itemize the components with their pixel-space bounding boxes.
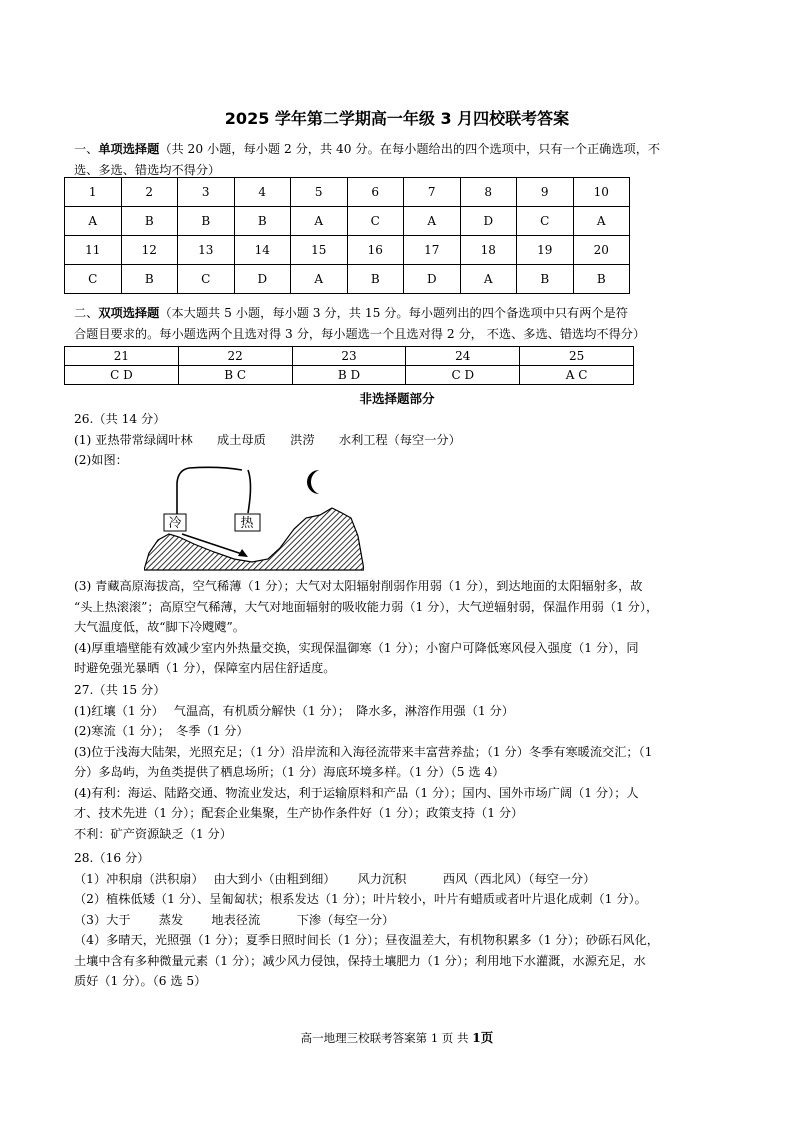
q26-bottom bbox=[74, 576, 726, 679]
table-cell: 2 bbox=[121, 178, 178, 207]
q26-answer3-line3: 大气温度低，故“脚下冷飕飕”。 bbox=[74, 620, 245, 634]
section2-intro bbox=[74, 303, 726, 344]
section1-heading: 单项选择题 bbox=[98, 142, 160, 156]
table-cell: 13 bbox=[178, 236, 235, 265]
q28-answer1: （1）冲积扇（洪积扇） 由大到小（由粗到细） 风力沉积 西风（西北风）（每空一分） bbox=[74, 871, 596, 886]
q27-block bbox=[74, 680, 726, 844]
section2-line2: 合题目要求的。每小题选两个且选对得 3 分，每小题选一个且选对得 2 分， 不选、多选、错选均不得分） bbox=[74, 326, 646, 341]
table-cell: C D bbox=[65, 366, 179, 385]
table-cell: 20 bbox=[573, 236, 630, 265]
q27-answer2: (2)寒流（1 分）； 冬季（1 分） bbox=[74, 724, 249, 738]
table-cell: B bbox=[347, 265, 404, 294]
q28-answer2: （2）植株低矮（1 分）、呈匍匐状；根系发达（1 分）；叶片较小，叶片有蜡质或者叶片退化成刺（1 分）。 bbox=[74, 892, 647, 906]
table-cell: 14 bbox=[234, 236, 291, 265]
table-cell: B bbox=[573, 265, 630, 294]
table-cell: A C bbox=[520, 366, 634, 385]
q28-heading: 28.（16 分） bbox=[74, 851, 150, 865]
q26-answer3-line2: “头上热滚滚”；高原空气稀薄，大气对地面辐射的吸收能力弱（1 分），大气逆辐射弱，保温作用弱（1 分）， bbox=[74, 599, 659, 614]
double-choice-table bbox=[64, 346, 634, 385]
section1-prefix: 一、 bbox=[74, 142, 99, 156]
table-cell: B bbox=[121, 207, 178, 236]
q26-answer1: (1) 亚热带常绿阔叶林 成土母质 洪涝 水利工程（每空一分） bbox=[74, 432, 461, 447]
table-cell: 16 bbox=[347, 236, 404, 265]
page-footer bbox=[0, 1028, 794, 1046]
table-cell: 9 bbox=[517, 178, 574, 207]
q28-block bbox=[74, 848, 726, 992]
table-cell: 22 bbox=[178, 347, 292, 366]
table-cell: A bbox=[460, 265, 517, 294]
table-row bbox=[65, 265, 630, 294]
q27-answer3-line1: (3)位于浅海大陆架，光照充足；（1 分）沿岸流和入海径流带来丰富营养盐；（1 分）冬季有寒暖流交汇；（1 bbox=[74, 744, 653, 759]
table-cell: A bbox=[404, 207, 461, 236]
table-cell: C bbox=[517, 207, 574, 236]
table-cell: B D bbox=[292, 366, 406, 385]
q26-answer3-line1: (3) 青藏高原海拔高，空气稀薄（1 分）；大气对太阳辐射削弱作用弱（1 分），到达地面的太阳辐射多，故 bbox=[74, 579, 643, 593]
page-title: 2025 学年第二学期高一年级 3 月四校联考答案 bbox=[224, 109, 570, 128]
table-cell: B bbox=[234, 207, 291, 236]
table-cell: 5 bbox=[291, 178, 348, 207]
circulation-diagram bbox=[144, 458, 364, 573]
table-cell: 18 bbox=[460, 236, 517, 265]
table-row bbox=[65, 366, 634, 385]
table-cell: A bbox=[573, 207, 630, 236]
moon-icon bbox=[307, 470, 319, 494]
table-cell: C bbox=[178, 265, 235, 294]
circulation-right-arrow bbox=[248, 470, 251, 513]
table-cell: A bbox=[291, 265, 348, 294]
nonchoice-heading: 非选择题部分 bbox=[359, 391, 435, 406]
table-cell: 10 bbox=[573, 178, 630, 207]
q26-answer4-line1: (4)厚重墙壁能有效减少室内外热量交换，实现保温御寒（1 分）；小窗户可降低寒风侵入强度（1 分），同 bbox=[74, 640, 639, 655]
table-row bbox=[65, 207, 630, 236]
table-cell: 4 bbox=[234, 178, 291, 207]
table-cell: 17 bbox=[404, 236, 461, 265]
table-cell: C bbox=[65, 265, 122, 294]
q27-heading: 27.（共 15 分） bbox=[74, 683, 166, 697]
table-row bbox=[65, 236, 630, 265]
q26-heading: 26.（共 14 分） bbox=[74, 412, 166, 426]
circulation-left-arrow bbox=[177, 468, 189, 515]
table-cell: 7 bbox=[404, 178, 461, 207]
q27-answer4-line1: (4)有利：海运、陆路交通、物流业发达，利于运输原料和产品（1 分）；国内、国外市场广阔（1 分）；人 bbox=[74, 785, 639, 800]
table-cell: 1 bbox=[65, 178, 122, 207]
table-cell: 21 bbox=[65, 347, 179, 366]
table-cell: D bbox=[460, 207, 517, 236]
q27-answer3-line2: 分）多岛屿，为鱼类提供了栖息场所；（1 分）海底环境多样。（1 分）（5 选 4） bbox=[74, 765, 505, 779]
table-cell: A bbox=[65, 207, 122, 236]
table-cell: 23 bbox=[292, 347, 406, 366]
table-row bbox=[65, 347, 634, 366]
q27-answer4-line3: 不利：矿产资源缺乏（1 分） bbox=[74, 826, 232, 841]
table-cell: D bbox=[234, 265, 291, 294]
q27-answer1: (1)红壤（1 分） 气温高，有机质分解快（1 分）； 降水多，淋溶作用强（1 分） bbox=[74, 703, 514, 718]
table-cell: 8 bbox=[460, 178, 517, 207]
section1-intro bbox=[74, 139, 726, 180]
table-cell: B bbox=[178, 207, 235, 236]
single-choice-table bbox=[64, 177, 630, 294]
q28-answer3: （3）大于 蒸发 地表径流 下渗（每空一分） bbox=[74, 912, 395, 927]
section2-prefix: 二、 bbox=[74, 306, 99, 320]
table-row bbox=[65, 178, 630, 207]
q26-answer2: (2)如图： bbox=[74, 453, 128, 467]
table-cell: D bbox=[404, 265, 461, 294]
section2-heading: 双项选择题 bbox=[98, 306, 160, 320]
table-cell: A bbox=[291, 207, 348, 236]
circulation-top-arrow bbox=[189, 467, 242, 470]
table-cell: B C bbox=[178, 366, 292, 385]
section1-line2: 选、多选、错选均不得分） bbox=[74, 162, 221, 177]
table-cell: 6 bbox=[347, 178, 404, 207]
table-cell: B bbox=[517, 265, 574, 294]
section1-line1: （共 20 小题，每小题 2 分，共 40 分。在每小题给出的四个选项中，只有一个正确选项，不 bbox=[159, 142, 661, 156]
table-cell: B bbox=[121, 265, 178, 294]
footer-text: 高一地理三校联考答案第 1 页 共 bbox=[300, 1031, 473, 1045]
table-cell: 19 bbox=[517, 236, 574, 265]
table-cell: 3 bbox=[178, 178, 235, 207]
table-cell: 25 bbox=[520, 347, 634, 366]
table-cell: 24 bbox=[406, 347, 520, 366]
q28-answer4-line2: 土壤中含有多种微量元素（1 分）；减少风力侵蚀，保持土壤肥力（1 分）；利用地下水灌溉，水源充足，水 bbox=[74, 953, 646, 968]
table-cell: C D bbox=[406, 366, 520, 385]
table-cell: 15 bbox=[291, 236, 348, 265]
q28-answer4-line3: 质好（1 分）。（6 选 5） bbox=[74, 974, 207, 988]
cold-label: 冷 bbox=[168, 516, 182, 531]
q26-answer4-line2: 时避免强光暴晒（1 分），保障室内居住舒适度。 bbox=[74, 661, 336, 675]
q28-answer4-line1: （4）多晴天，光照强（1 分）；夏季日照时间长（1 分）；昼夜温差大，有机物积累多（1 分）；砂砾石风化， bbox=[74, 933, 659, 947]
section2-line1: （本大题共 5 小题，每小题 3 分，共 15 分。每小题列出的四个备选项中只有两个是符 bbox=[159, 306, 628, 320]
table-cell: 11 bbox=[65, 236, 122, 265]
q27-answer4-line2: 才、技术先进（1 分）；配套企业集聚，生产协作条件好（1 分）；政策支持（1 分） bbox=[74, 806, 524, 820]
table-cell: 12 bbox=[121, 236, 178, 265]
table-cell: C bbox=[347, 207, 404, 236]
footer-total-pages: 1页 bbox=[472, 1030, 494, 1045]
hot-label: 热 bbox=[240, 516, 254, 531]
